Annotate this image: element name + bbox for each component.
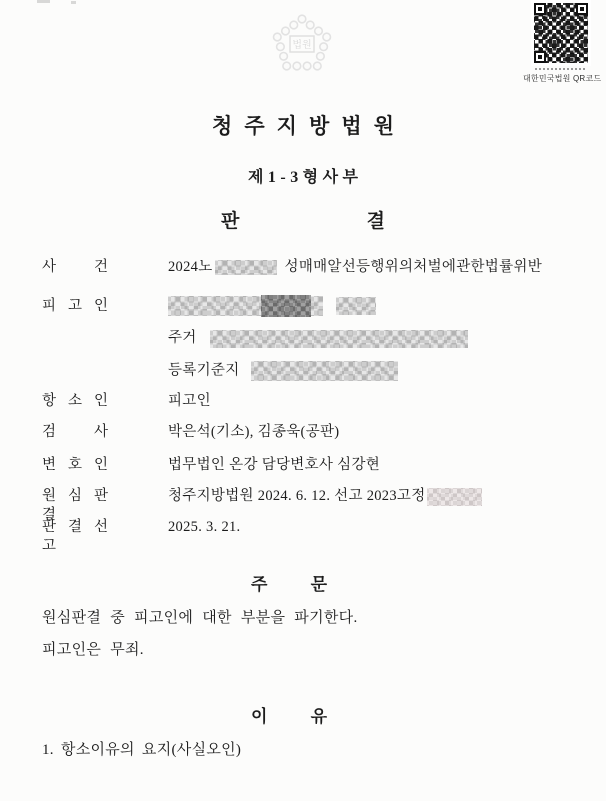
prosecutor-label: 검 사 bbox=[42, 424, 108, 440]
court-name-title: 청 주 지 방 법 원 bbox=[212, 114, 394, 138]
original-judgment-value: 청주지방법원 2024. 6. 12. 선고 2023고정 bbox=[168, 487, 576, 525]
residence-label: 주거 bbox=[168, 330, 197, 346]
redaction-block bbox=[336, 297, 376, 315]
residence-row bbox=[42, 329, 576, 348]
prosecutor-row bbox=[42, 423, 576, 442]
redaction-block bbox=[215, 260, 277, 275]
document-title: 판 결 bbox=[221, 211, 385, 232]
qr-label: 대한민국법원 QR코드 bbox=[523, 74, 602, 83]
appellant-value: 피고인 bbox=[168, 393, 211, 409]
scan-artifact bbox=[37, 0, 50, 3]
court-seal-watermark-icon bbox=[261, 12, 343, 78]
redaction-block bbox=[168, 296, 261, 316]
defendant-label: 피 고 인 bbox=[42, 298, 108, 314]
order-line: 원심판결 중 피고인에 대한 부분을 파기한다. bbox=[42, 610, 358, 626]
registry-value bbox=[168, 361, 576, 381]
counsel-value: 법무법인 온강 담당변호사 심강현 bbox=[168, 457, 381, 473]
watermark-text: 법원 bbox=[292, 40, 312, 51]
order-line: 피고인은 무죄. bbox=[42, 642, 144, 658]
reasons-section-title: 이 유 bbox=[251, 707, 327, 726]
defendant-value bbox=[168, 295, 576, 317]
appellant-label: 항 소 인 bbox=[42, 393, 108, 409]
registry-row bbox=[42, 361, 576, 381]
case-number-row bbox=[42, 258, 576, 277]
prosecutor-value: 박은석(기소), 김종욱(공판) bbox=[168, 424, 340, 440]
residence-value bbox=[168, 329, 576, 348]
qr-finder-icon bbox=[576, 3, 588, 15]
scan-artifact bbox=[71, 1, 76, 4]
case-number-value: 2024노 성매매알선등행위의처벌에관한법률위반 bbox=[168, 259, 543, 275]
sentencing-date-label: 판 결 선 고 bbox=[42, 519, 108, 554]
case-info-table bbox=[42, 258, 576, 554]
original-judgment-label: 원 심 판 결 bbox=[42, 488, 108, 523]
sentencing-date-value: 2025. 3. 21. bbox=[168, 519, 241, 535]
case-label: 사 건 bbox=[42, 259, 108, 275]
qr-finder-icon bbox=[534, 3, 546, 15]
qr-finder-icon bbox=[534, 51, 546, 63]
defendant-row bbox=[42, 297, 576, 317]
counsel-row bbox=[42, 456, 576, 475]
redaction-block bbox=[261, 295, 311, 317]
order-section-title: 주 문 bbox=[251, 575, 327, 594]
sentencing-date-row bbox=[42, 518, 576, 556]
qr-block bbox=[523, 3, 602, 84]
redaction-block bbox=[251, 361, 398, 381]
appellant-row bbox=[42, 392, 576, 411]
redaction-block bbox=[210, 330, 468, 348]
registry-label: 등록기준지 bbox=[168, 362, 240, 379]
qr-serial-line bbox=[535, 68, 587, 70]
redaction-block bbox=[427, 488, 482, 506]
division-title: 제 1 - 3 형 사 부 bbox=[248, 169, 358, 186]
qr-code-icon bbox=[534, 3, 588, 63]
reasons-item: 1. 항소이유의 요지(사실오인) bbox=[42, 742, 242, 758]
redaction-block bbox=[311, 296, 323, 316]
counsel-label: 변 호 인 bbox=[42, 457, 108, 473]
